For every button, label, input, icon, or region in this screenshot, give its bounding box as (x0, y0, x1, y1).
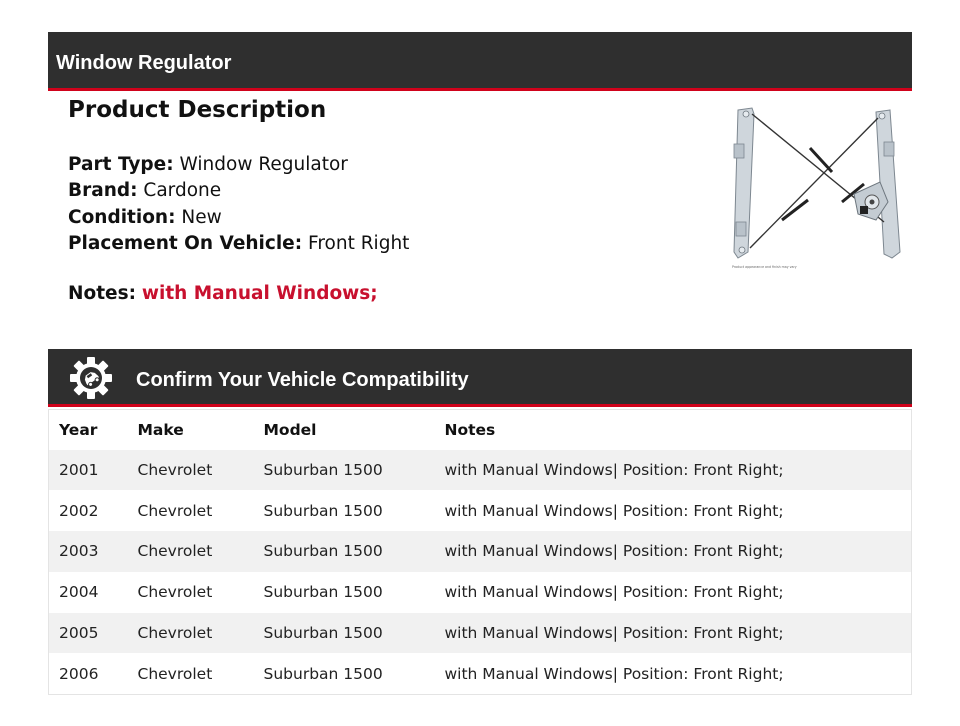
cell-year: 2005 (49, 613, 128, 654)
spec-value: Cardone (143, 180, 222, 202)
spec-label: Placement On Vehicle: (68, 232, 303, 254)
spec-value: Window Regulator (179, 154, 348, 175)
table-row (49, 531, 912, 572)
cell-make: Chevrolet (128, 653, 254, 694)
cell-model: Suburban 1500 (254, 450, 435, 491)
cell-year: 2002 (49, 490, 128, 531)
svg-text:Product appearance and finish: Product appearance and finish may vary (732, 265, 797, 269)
table-row (49, 450, 912, 491)
table-row (49, 613, 912, 654)
spec-value: Front Right (308, 232, 410, 254)
cell-make: Chevrolet (128, 613, 254, 654)
spec-row-condition (68, 205, 409, 231)
cell-model: Suburban 1500 (254, 531, 435, 572)
table-row (49, 653, 912, 694)
cell-make: Chevrolet (128, 450, 254, 491)
cell-model: Suburban 1500 (254, 653, 435, 694)
cell-year: 2003 (49, 531, 128, 572)
cell-notes: with Manual Windows| Position: Front Right; (435, 653, 912, 694)
cell-make: Chevrolet (128, 572, 254, 613)
compatibility-table (48, 409, 912, 695)
notes-label: Notes: (68, 283, 136, 304)
column-header-make: Make (128, 410, 254, 450)
cell-notes: with Manual Windows| Position: Front Right; (435, 531, 912, 572)
page-title: Window Regulator (56, 52, 232, 74)
product-image (724, 102, 910, 270)
cell-notes: with Manual Windows| Position: Front Right; (435, 450, 912, 491)
spec-label: Brand: (68, 180, 138, 202)
table-row (49, 572, 912, 613)
product-description-heading: Product Description (68, 97, 327, 123)
cell-year: 2001 (49, 450, 128, 491)
header-bar (48, 32, 912, 91)
compatibility-header (48, 349, 912, 407)
column-header-notes: Notes (435, 410, 912, 450)
cell-make: Chevrolet (128, 531, 254, 572)
spec-label: Condition: (68, 206, 176, 228)
table-row (49, 490, 912, 531)
gear-car-icon (69, 356, 113, 400)
cell-notes: with Manual Windows| Position: Front Right; (435, 613, 912, 654)
column-header-model: Model (254, 410, 435, 450)
notes-row (68, 283, 378, 304)
spec-list (68, 152, 409, 257)
cell-year: 2006 (49, 653, 128, 694)
spec-row-brand (68, 178, 409, 204)
cell-model: Suburban 1500 (254, 490, 435, 531)
cell-year: 2004 (49, 572, 128, 613)
cell-notes: with Manual Windows| Position: Front Right; (435, 490, 912, 531)
table-header-row (49, 410, 912, 450)
spec-row-part-type (68, 152, 409, 178)
column-header-year: Year (49, 410, 128, 450)
spec-row-placement (68, 231, 409, 257)
spec-label: Part Type: (68, 154, 174, 175)
compatibility-title: Confirm Your Vehicle Compatibility (136, 369, 469, 391)
cell-notes: with Manual Windows| Position: Front Right; (435, 572, 912, 613)
spec-value: New (181, 206, 222, 228)
cell-model: Suburban 1500 (254, 572, 435, 613)
cell-make: Chevrolet (128, 490, 254, 531)
notes-value: with Manual Windows; (141, 283, 378, 304)
cell-model: Suburban 1500 (254, 613, 435, 654)
